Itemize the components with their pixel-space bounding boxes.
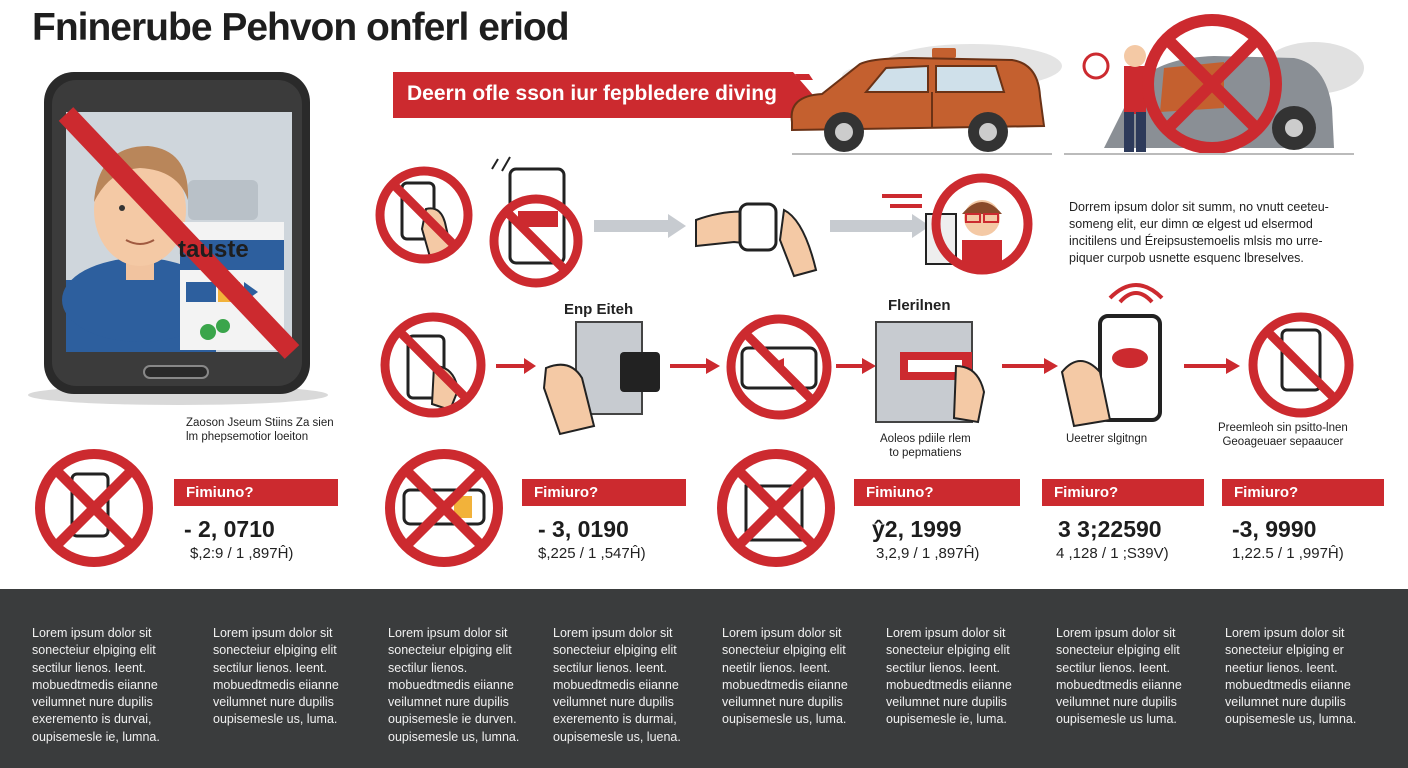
banner-box — [393, 72, 813, 118]
stat-sub: $,2:9 / 1 ,897Ĥ) — [190, 545, 294, 562]
page-title: Fninerube Pehvon onferl eriod — [32, 6, 569, 49]
arrow-right-small-2 — [670, 358, 720, 374]
stat-value: 3 3;22590 — [1058, 516, 1162, 542]
step-mid-caption: Aoleos pdiile rlem to pepmatiens — [880, 433, 971, 459]
stat-sub: 4 ,128 / 1 ;S39V) — [1056, 545, 1169, 562]
no-phone-sign-icon-4 — [32, 446, 156, 570]
stat-sub: $,225 / 1 ,547Ĥ) — [538, 545, 646, 562]
red-dash-icon — [882, 194, 922, 210]
arrow-right-icon-2 — [830, 214, 930, 238]
step-mid-label: Flerilnen — [888, 297, 951, 314]
step-far-caption: Preemleoh sin psitto-lnen Geoageuaer sepaaucer — [1218, 422, 1348, 448]
arrow-right-small-1 — [496, 358, 536, 374]
stat-value: ŷ2, 1999 — [872, 516, 962, 542]
stat-value: - 2, 0710 — [184, 516, 275, 542]
footer-column-4: Lorem ipsum dolor sit sonecteiur elpiging elit sectilur lienos. Ieent. mobuedtmedis eiianne veilumnet nure dupilis exeremento is durmai, oupisemesle us, luena. — [553, 626, 681, 744]
footer-column-5: Lorem ipsum dolor sit sonecteiur elpiging elit neetilr lienos. Ieent. mobuedtmedis eiianne veilumnet nure dupilis oupisemesle us, luma. — [722, 626, 848, 727]
hand-phone-icon — [540, 318, 670, 438]
arrow-right-small-5 — [1184, 358, 1240, 374]
wifi-signal-icon — [1106, 276, 1166, 306]
stat-value: - 3, 0190 — [538, 516, 629, 542]
ringing-phone-icon — [488, 155, 588, 285]
no-distracted-driver-icon — [926, 174, 1036, 274]
footer-column-2: Lorem ipsum dolor sit sonecteiur elpiging elit sectilur lienos. Ieent. mobuedtmedis eiianne veilumnet nure dupilis oupisemesle us, luma. — [213, 626, 339, 727]
step-right-caption: Ueetrer slgitngn — [1066, 433, 1148, 445]
stat-value: -3, 9990 — [1232, 516, 1317, 542]
stat-sub: 3,2,9 / 1 ,897Ĥ) — [876, 545, 980, 562]
phone-overlay-text: tauste — [178, 236, 249, 263]
no-phone-sign-icon — [374, 165, 474, 265]
footer-column-3: Lorem ipsum dolor sit sonecteiur elpiging elit sectilur lienos. mobuedtmedis eiianne veilumnet nure dupilis oupisemesle ie durven. oupisemesle us, lumna. — [388, 626, 520, 744]
tablet-hand-icon — [874, 318, 994, 428]
description-paragraph: Dorrem ipsum dolor sit summ, no vnutt ceeteu- someng elit, eur dimn œ elgest ud elsermod incitilens und Éreipsustemoelis mlsis mo urre- piquer curpob usnette esquenc lbreselves. — [1069, 200, 1329, 265]
stat-card-3 — [854, 479, 1020, 562]
hands-phone-icon — [694, 180, 824, 280]
arrow-right-icon — [594, 214, 686, 238]
no-phone-person-icon — [1064, 8, 1364, 158]
phone-caption: Zaoson Jseum Stiins Za sien lm phepsemotior loeiton — [186, 417, 334, 443]
stat-card-5 — [1222, 479, 1384, 562]
stat-label: Fimiuro? — [522, 479, 686, 506]
big-phone-icon — [18, 70, 338, 460]
stat-label: Fimiuno? — [174, 479, 338, 506]
stat-label: Fimiuno? — [854, 479, 1020, 506]
arrow-right-small-4 — [1002, 358, 1058, 374]
footer-column-6: Lorem ipsum dolor sit sonecteiur elpiging elit sectilur lienos. Ieent. mobuedtmedis eiianne veilumnet nure dupilis oupisemesle ie, luma. — [886, 626, 1012, 727]
footer-column-7: Lorem ipsum dolor sit sonecteiur elpiging elit sectilur lienos. Ieent. mobuedtmedis eiianne veilumnet nure dupilis oupisemesle us luma. — [1056, 626, 1182, 727]
step-left-label: Enp Eiteh — [564, 301, 634, 318]
car-icon — [782, 36, 1062, 156]
footer-column-8: Lorem ipsum dolor sit sonecteiur elpiging er neetiur lienos. Ieent. mobuedtmedis eiianne veilumnet nure dupilis oupisemesle us, lumna. — [1225, 626, 1357, 727]
no-phone-sign-icon-5 — [382, 446, 506, 570]
stat-card-4 — [1042, 479, 1204, 562]
stat-card-2 — [522, 479, 686, 562]
no-phone-sign-icon-3 — [1246, 310, 1356, 420]
no-phone-texting-icon — [378, 310, 488, 420]
footer-column-1: Lorem ipsum dolor sit sonecteiur elpiging elit sectilur lienos. Ieent. mobuedtmedis eiianne veilumnet nure dupilis exeremento is durvai, oupisemesle ie, lumna. — [32, 626, 160, 744]
no-phone-sign-icon-6 — [714, 446, 838, 570]
footer-panel — [0, 589, 1408, 768]
no-phone-sign-icon-2 — [724, 312, 834, 422]
stat-card-1 — [174, 479, 338, 562]
stat-sub: 1,22.5 / 1 ,997Ĥ) — [1232, 545, 1344, 562]
stat-label: Fimiuro? — [1042, 479, 1204, 506]
banner-text: Deern ofle sson iur fepbledere diving — [407, 82, 777, 105]
arrow-right-small-3 — [836, 358, 876, 374]
hand-phone-alert-icon — [1060, 310, 1180, 430]
stat-label: Fimiuro? — [1222, 479, 1384, 506]
